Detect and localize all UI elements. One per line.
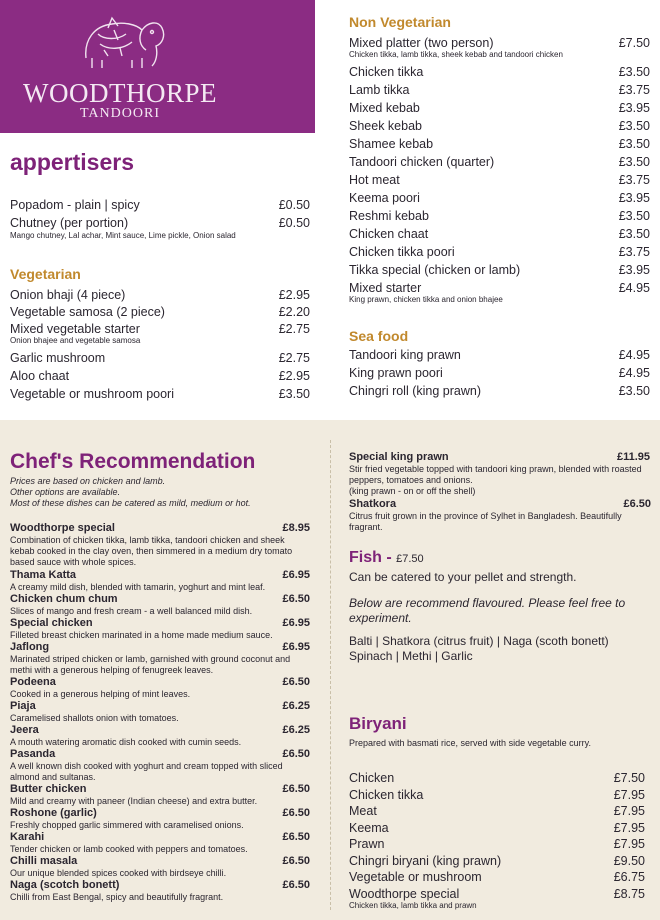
item-price: £6.25 bbox=[282, 700, 310, 712]
item-name: Mixed platter (two person) bbox=[349, 36, 494, 50]
item-price: £6.50 bbox=[282, 593, 310, 605]
item-price: £7.50 bbox=[613, 771, 645, 785]
item-price: £11.95 bbox=[616, 451, 650, 463]
item-name: Sheek kebab bbox=[349, 119, 422, 133]
list-item bbox=[10, 831, 310, 855]
item-name: Onion bhaji (4 piece) bbox=[10, 288, 126, 302]
item-price: £2.75 bbox=[278, 351, 310, 365]
item-desc: A creamy mild dish, blended with tamarin, yoghurt and mint leaf. bbox=[10, 582, 266, 592]
list-item bbox=[349, 383, 650, 401]
chef-intro-line: Other options are available. bbox=[10, 487, 121, 497]
item-price: £9.50 bbox=[613, 853, 645, 868]
item-price: £3.50 bbox=[618, 119, 650, 133]
item-price: £2.95 bbox=[278, 288, 310, 302]
fish-section bbox=[349, 549, 655, 664]
list-item bbox=[10, 641, 310, 676]
list-item bbox=[349, 853, 645, 870]
item-desc-extra: (king prawn - on or off the shell) bbox=[349, 486, 476, 496]
list-item bbox=[349, 280, 650, 295]
item-name: Chicken tikka bbox=[349, 65, 424, 79]
item-name: Keema bbox=[349, 820, 389, 835]
item-price: £3.75 bbox=[618, 245, 650, 259]
item-price: £6.75 bbox=[613, 870, 645, 884]
non-veg-title: Non Vegetarian bbox=[349, 14, 451, 30]
item-price: £3.50 bbox=[278, 387, 310, 401]
item-name: Tandoori king prawn bbox=[349, 348, 461, 362]
item-price: £6.95 bbox=[282, 617, 310, 629]
item-note: Onion bhajee and vegetable samosa bbox=[10, 336, 141, 345]
item-price: £7.50 bbox=[618, 36, 650, 50]
non-veg-list bbox=[349, 35, 650, 305]
list-item bbox=[10, 215, 310, 231]
list-item bbox=[349, 365, 650, 383]
item-name: Chicken bbox=[349, 771, 395, 785]
item-name: Chicken tikka bbox=[349, 787, 424, 802]
biryani-intro: Prepared with basmati rice, served with side vegetable curry. bbox=[349, 738, 591, 748]
item-name: Chingri biryani (king prawn) bbox=[349, 853, 502, 868]
item-price: £2.20 bbox=[278, 305, 310, 319]
item-price: £6.50 bbox=[282, 855, 310, 867]
item-desc: Filleted breast chicken marinated in a home made medium sauce. bbox=[10, 630, 273, 640]
list-item bbox=[10, 700, 310, 724]
fish-line: Can be catered to your pellet and strength. bbox=[349, 570, 577, 584]
list-item bbox=[349, 154, 650, 172]
item-name: Tikka special (chicken or lamb) bbox=[349, 263, 521, 277]
item-price: £6.25 bbox=[282, 724, 310, 736]
list-item bbox=[10, 522, 310, 569]
list-item bbox=[349, 803, 645, 820]
list-item bbox=[10, 368, 310, 386]
item-name: Chutney (per portion) bbox=[10, 216, 129, 230]
item-name: Chingri roll (king prawn) bbox=[349, 384, 481, 398]
item-price: £6.50 bbox=[282, 831, 310, 843]
item-price: £6.50 bbox=[282, 807, 310, 819]
list-item bbox=[349, 770, 645, 787]
item-price: £7.95 bbox=[613, 837, 645, 851]
fish-title: Fish bbox=[349, 549, 382, 566]
item-name: Shatkora bbox=[349, 498, 397, 510]
list-item bbox=[349, 118, 650, 136]
list-item bbox=[349, 787, 645, 804]
item-name: Meat bbox=[349, 804, 377, 818]
item-name: Chicken chum chum bbox=[10, 593, 118, 605]
list-item bbox=[10, 748, 310, 783]
list-item bbox=[349, 886, 645, 901]
item-desc: Stir fried vegetable topped with tandoori king prawn, blended with roasted peppers, tomatoes and onions. bbox=[349, 464, 642, 485]
item-desc: Chilli from East Bengal, spicy and beautifully fragrant. bbox=[10, 892, 224, 902]
fish-dash: - bbox=[381, 549, 397, 566]
list-item bbox=[349, 172, 650, 190]
list-item bbox=[10, 304, 310, 321]
item-name: Podeena bbox=[10, 676, 56, 688]
logo-name: WOODTHORPE bbox=[23, 78, 217, 108]
item-name: Popadom - plain | spicy bbox=[10, 198, 140, 212]
list-item bbox=[10, 321, 310, 336]
list-item bbox=[10, 386, 310, 404]
seafood-title: Sea food bbox=[349, 328, 409, 344]
item-name: Mixed starter bbox=[349, 281, 422, 295]
item-price: £2.75 bbox=[278, 322, 310, 336]
list-item bbox=[10, 287, 310, 304]
item-name: Vegetable or mushroom poori bbox=[10, 387, 174, 401]
list-item bbox=[349, 136, 650, 154]
item-name: Keema poori bbox=[349, 191, 420, 205]
item-price: £3.95 bbox=[618, 191, 650, 205]
item-name: Chicken chaat bbox=[349, 227, 429, 241]
item-price: £8.75 bbox=[613, 886, 645, 901]
item-name: Woodthorpe special bbox=[10, 522, 115, 534]
list-item bbox=[10, 783, 310, 807]
list-item bbox=[349, 869, 645, 886]
chef-intro bbox=[10, 476, 310, 509]
item-name: Karahi bbox=[10, 831, 45, 843]
list-item bbox=[349, 836, 645, 853]
item-note: Chicken tikka, lamb tikka and prawn bbox=[349, 900, 477, 910]
fish-flavours-2: Spinach | Methi | Garlic bbox=[349, 649, 473, 663]
item-desc: A mouth watering aromatic dish cooked with cumin seeds. bbox=[10, 737, 242, 747]
item-name: Shamee kebab bbox=[349, 137, 434, 151]
item-price: £3.75 bbox=[618, 173, 650, 187]
item-desc: Tender chicken or lamb cooked with peppers and tomatoes. bbox=[10, 844, 248, 854]
item-price: £6.50 bbox=[623, 498, 651, 510]
item-name: Aloo chaat bbox=[10, 369, 70, 383]
list-item bbox=[349, 64, 650, 82]
item-desc: Combination of chicken tikka, lamb tikka, tandoori chicken and sheek kebab cooked in the clay oven, then simmered in a medium dry tomato based sauce with whole spices. bbox=[10, 535, 293, 567]
item-desc: Citrus fruit grown in the province of Sylhet in Bangladesh. Beautifully fragrant. bbox=[349, 511, 622, 532]
item-price: £6.50 bbox=[282, 676, 310, 688]
item-desc: Mild and creamy with paneer (Indian cheese) and extra butter. bbox=[10, 796, 258, 806]
fish-price: £7.50 bbox=[396, 553, 424, 565]
vegetarian-list bbox=[10, 287, 310, 404]
item-price: £3.50 bbox=[618, 384, 650, 398]
item-price: £0.50 bbox=[278, 216, 310, 230]
elephant-icon bbox=[78, 10, 168, 72]
item-price: £7.95 bbox=[613, 804, 645, 818]
item-name: Piaja bbox=[10, 700, 36, 712]
item-price: £6.95 bbox=[282, 641, 310, 653]
item-price: £3.50 bbox=[618, 209, 650, 223]
item-name: Chicken tikka poori bbox=[349, 245, 455, 259]
list-item bbox=[10, 855, 310, 879]
item-name: Pasanda bbox=[10, 748, 56, 760]
item-name: King prawn poori bbox=[349, 366, 443, 380]
item-name: Thama Katta bbox=[10, 569, 77, 581]
list-item bbox=[10, 569, 310, 593]
list-item bbox=[349, 262, 650, 280]
item-price: £3.95 bbox=[618, 263, 650, 277]
list-item bbox=[349, 208, 650, 226]
item-note: Chicken tikka, lamb tikka, sheek kebab and tandoori chicken bbox=[349, 50, 563, 59]
vegetarian-title: Vegetarian bbox=[10, 266, 81, 282]
item-price: £4.95 bbox=[618, 366, 650, 380]
special-king-prawn bbox=[349, 451, 650, 497]
item-name: Lamb tikka bbox=[349, 83, 410, 97]
item-price: £3.50 bbox=[618, 155, 650, 169]
item-price: £3.75 bbox=[618, 83, 650, 97]
biryani-title: Biryani bbox=[349, 714, 407, 733]
item-name: Jaflong bbox=[10, 641, 50, 653]
item-desc: Caramelised shallots onion with tomatoes. bbox=[10, 713, 179, 723]
shatkora bbox=[349, 498, 655, 533]
chef-intro-line: Prices are based on chicken and lamb. bbox=[10, 476, 166, 486]
item-name: Special chicken bbox=[10, 617, 93, 629]
list-item bbox=[10, 724, 310, 748]
item-price: £6.95 bbox=[282, 569, 310, 581]
fish-italic: Below are recommend flavoured. Please feel free to experiment. bbox=[349, 596, 626, 625]
item-desc: Marinated striped chicken or lamb, garnished with ground coconut and methi with a generous helping of fenugreek leaves. bbox=[10, 654, 291, 675]
item-price: £8.95 bbox=[282, 522, 310, 534]
list-item bbox=[10, 807, 310, 831]
seafood-list bbox=[349, 347, 650, 401]
list-item bbox=[349, 226, 650, 244]
list-item bbox=[349, 100, 650, 118]
logo-subtitle: TANDOORI bbox=[80, 106, 160, 121]
item-price: £7.95 bbox=[613, 787, 645, 802]
item-price: £3.95 bbox=[618, 101, 650, 115]
item-price: £4.95 bbox=[618, 348, 650, 362]
item-price: £6.50 bbox=[282, 748, 310, 760]
item-desc: Our unique blended spices cooked with birdseye chilli. bbox=[10, 868, 227, 878]
chef-list bbox=[10, 522, 310, 903]
list-item bbox=[349, 35, 650, 50]
biryani-list bbox=[349, 770, 645, 911]
item-desc: Freshly chopped garlic simmered with caramelised onions. bbox=[10, 820, 244, 830]
item-desc: A well known dish cooked with yoghurt and cream topped with sliced almond and sultanas. bbox=[10, 761, 283, 782]
item-name: Hot meat bbox=[349, 173, 400, 187]
list-item bbox=[349, 347, 650, 365]
item-name: Reshmi kebab bbox=[349, 209, 429, 223]
item-note: King prawn, chicken tikka and onion bhajee bbox=[349, 295, 503, 304]
appetisers-title: appertisers bbox=[10, 149, 135, 175]
item-price: £3.50 bbox=[618, 137, 650, 151]
item-name: Jeera bbox=[10, 724, 39, 736]
appetisers-list bbox=[10, 197, 310, 241]
list-item bbox=[349, 190, 650, 208]
item-price: £6.50 bbox=[282, 879, 310, 891]
list-item bbox=[349, 82, 650, 100]
chef-intro-line: Most of these dishes can be catered as mild, medium or hot. bbox=[10, 498, 251, 508]
item-price: £4.95 bbox=[618, 281, 650, 295]
item-desc: Cooked in a generous helping of mint leaves. bbox=[10, 689, 191, 699]
item-price: £3.50 bbox=[618, 65, 650, 79]
item-price: £3.50 bbox=[618, 227, 650, 241]
column-divider bbox=[330, 440, 332, 910]
logo-block bbox=[0, 0, 315, 133]
list-item bbox=[10, 593, 310, 617]
list-item bbox=[10, 350, 310, 368]
item-name: Chilli masala bbox=[10, 855, 78, 867]
item-name: Prawn bbox=[349, 837, 385, 851]
item-name: Woodthorpe special bbox=[349, 886, 460, 901]
item-name: Vegetable samosa (2 piece) bbox=[10, 305, 165, 319]
item-price: £7.95 bbox=[613, 820, 645, 835]
item-name: Roshone (garlic) bbox=[10, 807, 97, 819]
item-name: Butter chicken bbox=[10, 783, 87, 795]
list-item bbox=[10, 676, 310, 700]
item-price: £6.50 bbox=[282, 783, 310, 795]
item-name: Mixed vegetable starter bbox=[10, 322, 140, 336]
item-name: Tandoori chicken (quarter) bbox=[349, 155, 495, 169]
fish-flavours-1: Balti | Shatkora (citrus fruit) | Naga (scoth bonett) bbox=[349, 634, 609, 648]
item-note: Mango chutney, Lal achar, Mint sauce, Lime pickle, Onion salad bbox=[10, 231, 236, 240]
list-item bbox=[10, 197, 310, 215]
item-name: Mixed kebab bbox=[349, 101, 420, 115]
chef-title: Chef's Recommendation bbox=[10, 450, 256, 473]
item-price: £2.95 bbox=[278, 369, 310, 383]
item-name: Garlic mushroom bbox=[10, 351, 106, 365]
list-item bbox=[349, 820, 645, 837]
item-name: Naga (scotch bonett) bbox=[10, 879, 120, 891]
list-item bbox=[10, 617, 310, 641]
item-desc: Slices of mango and fresh cream - a well balanced mild dish. bbox=[10, 606, 253, 616]
item-price: £0.50 bbox=[278, 198, 310, 212]
list-item bbox=[10, 879, 310, 903]
item-name: Special king prawn bbox=[349, 451, 449, 463]
item-name: Vegetable or mushroom bbox=[349, 870, 482, 884]
list-item bbox=[349, 244, 650, 262]
